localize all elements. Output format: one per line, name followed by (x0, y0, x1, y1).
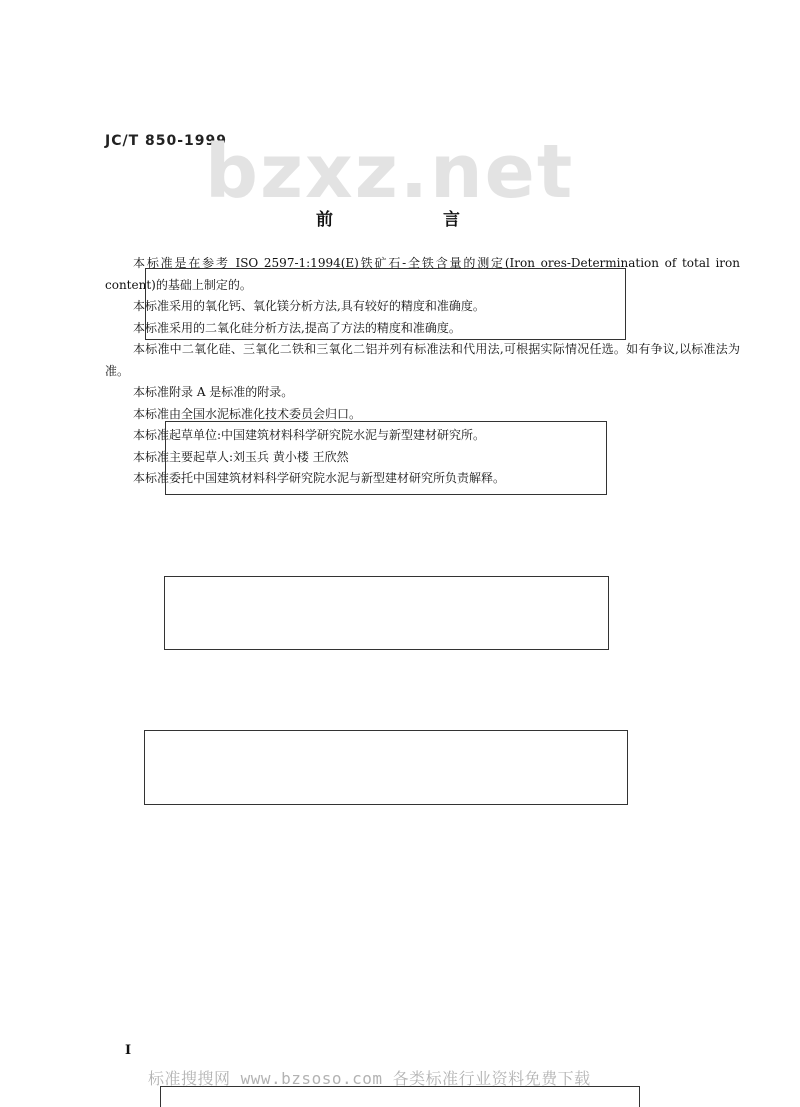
paragraph: 本标准主要起草人:刘玉兵 黄小楼 王欣然 (133, 449, 349, 464)
footer-watermark: 标准搜搜网 www.bzsoso.com 各类标准行业资料免费下载 (148, 1069, 591, 1088)
paragraph: 本标准起草单位:中国建筑材料科学研究院水泥与新型建材研究所。 (133, 428, 486, 442)
watermark-logo: bzxz.net (205, 129, 575, 215)
overlay-box-4 (144, 730, 628, 805)
paragraph: 本标准委托中国建筑材料科学研究院水泥与新型建材研究所负责解释。 (133, 471, 506, 485)
paragraph: 本标准是在参考 ISO 2597-1:1994(E)铁矿石-全铁含量的测定(Iron ores-Determination of total iron content)的基础上制定的。 (105, 256, 740, 292)
paragraph: 本标准附录 A 是标准的附录。 (133, 385, 294, 399)
overlay-box-1 (145, 268, 626, 340)
paragraph: 本标准采用的二氧化硅分析方法,提高了方法的精度和准确度。 (133, 320, 461, 335)
page-number: I (125, 1043, 132, 1058)
page-heading: 前 言 (316, 210, 512, 230)
overlay-box-3 (164, 576, 609, 650)
standard-code: JC/T 850-1999 (105, 133, 228, 149)
paragraph: 本标准采用的氧化钙、氧化镁分析方法,具有较好的精度和准确度。 (133, 299, 485, 313)
paragraph: 本标准由全国水泥标准化技术委员会归口。 (133, 406, 362, 421)
paragraph: 本标准中二氧化硅、三氧化二铁和三氧化二铝并列有标准法和代用法,可根据实际情况任选。如有争议,以标准法为准。 (105, 342, 740, 378)
overlay-box-2 (165, 421, 607, 495)
overlay-box-5 (160, 1086, 640, 1107)
